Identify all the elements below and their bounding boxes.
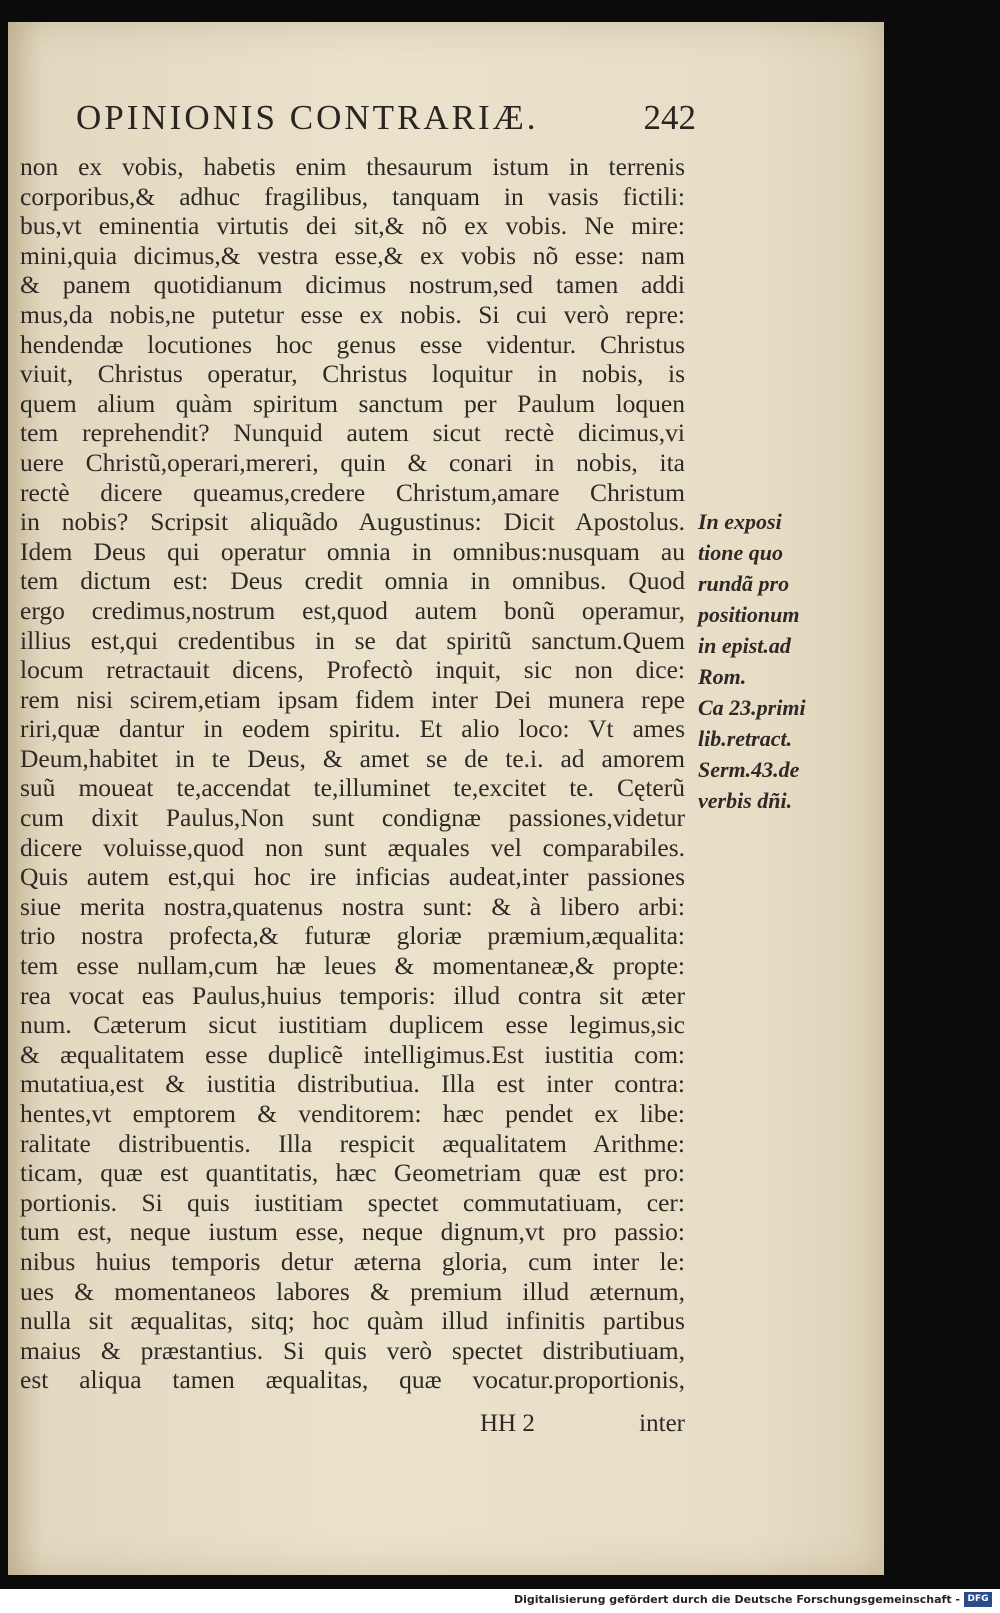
marginal-note-line: positionum (698, 602, 800, 627)
text-line: & æqualitatem esse duplicẽ intelligimus.Est iustitia com: (20, 1039, 685, 1069)
text-line: mus,da nobis,ne putetur esse ex nobis. Si cui verò repre: (20, 299, 685, 329)
running-title: OPINIONIS CONTRARIÆ. (76, 98, 539, 137)
text-line: ralitate distribuentis. Illa respicit æqualitatem Arithme: (20, 1128, 685, 1158)
funding-credit: Digitalisierung gefördert durch die Deutsche Forschungsgemeinschaft - (513, 1593, 960, 1606)
text-line: & panem quotidianum dicimus nostrum,sed tamen addi (20, 270, 685, 300)
text-line: suũ moueat te,accendat te,illuminet te,excitet te. Cęterũ (20, 773, 685, 803)
text-line: Deum,habitet in te Deus, & amet se de te.i. ad amorem (20, 743, 685, 773)
text-line: nulla sit æqualitas, sitq; hoc quàm illud infinitis partibus (20, 1306, 685, 1336)
text-line: illius est,qui credentibus in se dat spiritũ sanctum.Quem (20, 625, 685, 655)
text-line: quem alium quàm spiritum sanctum per Paulum loquen (20, 388, 685, 418)
text-line: siue merita nostra,quatenus nostra sunt: & à libero arbi: (20, 891, 685, 921)
text-line: dicere voluisse,quod non sunt æquales vel comparabiles. (20, 832, 685, 862)
dfg-logo: DFG (964, 1592, 992, 1607)
text-line: hentes,vt emptorem & venditorem: hæc pendet ex libe: (20, 1099, 685, 1128)
marginal-note-line: tione quo (698, 540, 783, 565)
text-line: maius & præstantius. Si quis verò spectet distributiuam, (20, 1335, 685, 1365)
text-line: mutatiua,est & iustitia distributiua. Illa est inter contra: (20, 1069, 685, 1099)
text-line: riri,quæ dantur in eodem spiritu. Et alio loco: Vt ames (20, 714, 685, 744)
text-line: non ex vobis, habetis enim thesaurum istum in terrenis (20, 152, 685, 181)
marginal-note-line: in epist.ad (698, 633, 791, 658)
main-text (20, 152, 685, 1395)
text-line: tem dictum est: Deus credit omnia in omnibus. Quod (20, 566, 685, 596)
digitization-banner (0, 1589, 1000, 1613)
text-line: tum est, neque iustum esse, neque dignum,vt pro passio: (20, 1217, 685, 1247)
text-line: Quis autem est,qui hoc ire inficias audeat,inter passiones (20, 862, 685, 892)
marginal-note-line: rundã pro (698, 571, 790, 596)
text-line: trio nostra profecta,& futuræ gloriæ præmium,æqualita: (20, 921, 685, 951)
signature-mark: HH 2 (480, 1410, 535, 1437)
text-line: ues & momentaneos labores & premium illud æternum, (20, 1276, 685, 1306)
text-line: portionis. Si quis iustitiam spectet commutatiuam, cer: (20, 1187, 685, 1217)
text-line: viuit, Christus operatur, Christus loquitur in nobis, is (20, 359, 685, 389)
marginal-note-line: lib.retract. (698, 726, 793, 751)
page-footer (20, 1410, 685, 1440)
running-header (76, 88, 696, 138)
text-line: num. Cæterum sicut iustitiam duplicem esse legimus,sic (20, 1010, 685, 1040)
catchword: inter (639, 1410, 685, 1437)
text-line: hendendæ locutiones hoc genus esse videntur. Christus (20, 329, 685, 359)
marginal-note-line: Serm.43.de (698, 757, 800, 782)
book-page (8, 22, 884, 1575)
marginal-note-line: In exposi (698, 509, 782, 534)
text-line: rem nisi scirem,etiam ipsam fidem inter Dei munera repe (20, 684, 685, 714)
marginal-note-line: Ca 23.primi (698, 695, 806, 720)
text-line: locum retractauit dicens, Profectò inquit, sic non dice: (20, 655, 685, 685)
page-number: 242 (643, 98, 696, 137)
text-line: est aliqua tamen æqualitas, quæ vocatur.proportionis, (20, 1365, 685, 1395)
text-line: corporibus,& adhuc fragilibus, tanquam in vasis fictili: (20, 181, 685, 211)
marginal-notes (698, 506, 848, 816)
text-line: nibus huius temporis detur æterna gloria, cum inter le: (20, 1246, 685, 1276)
text-line: uere Christũ,operari,mereri, quin & conari in nobis, ita (20, 447, 685, 477)
text-line: tem esse nullam,cum hæ leues & momentaneæ,& propte: (20, 951, 685, 981)
text-line: ticam, quæ est quantitatis, hæc Geometriam quæ est pro: (20, 1158, 685, 1188)
text-line: cum dixit Paulus,Non sunt condignæ passiones,videtur (20, 803, 685, 833)
text-line: bus,vt eminentia virtutis dei sit,& nõ ex vobis. Ne mire: (20, 211, 685, 241)
marginal-note-line: Rom. (698, 664, 747, 689)
text-line: mini,quia dicimus,& vestra esse,& ex vobis nõ esse: nam (20, 240, 685, 270)
text-line: in nobis? Scripsit aliquãdo Augustinus: Dicit Apostolus. (20, 507, 685, 537)
text-line: rectè dicere queamus,credere Christum,amare Christum (20, 477, 685, 507)
text-line: Idem Deus qui operatur omnia in omnibus:nusquam au (20, 536, 685, 566)
text-line: tem reprehendit? Nunquid autem sicut rectè dicimus,vi (20, 418, 685, 448)
text-line: ergo credimus,nostrum est,quod autem bonũ operamur, (20, 595, 685, 625)
marginal-note-line: verbis dñi. (698, 788, 793, 813)
text-line: rea vocat eas Paulus,huius temporis: illud contra sit æter (20, 980, 685, 1010)
